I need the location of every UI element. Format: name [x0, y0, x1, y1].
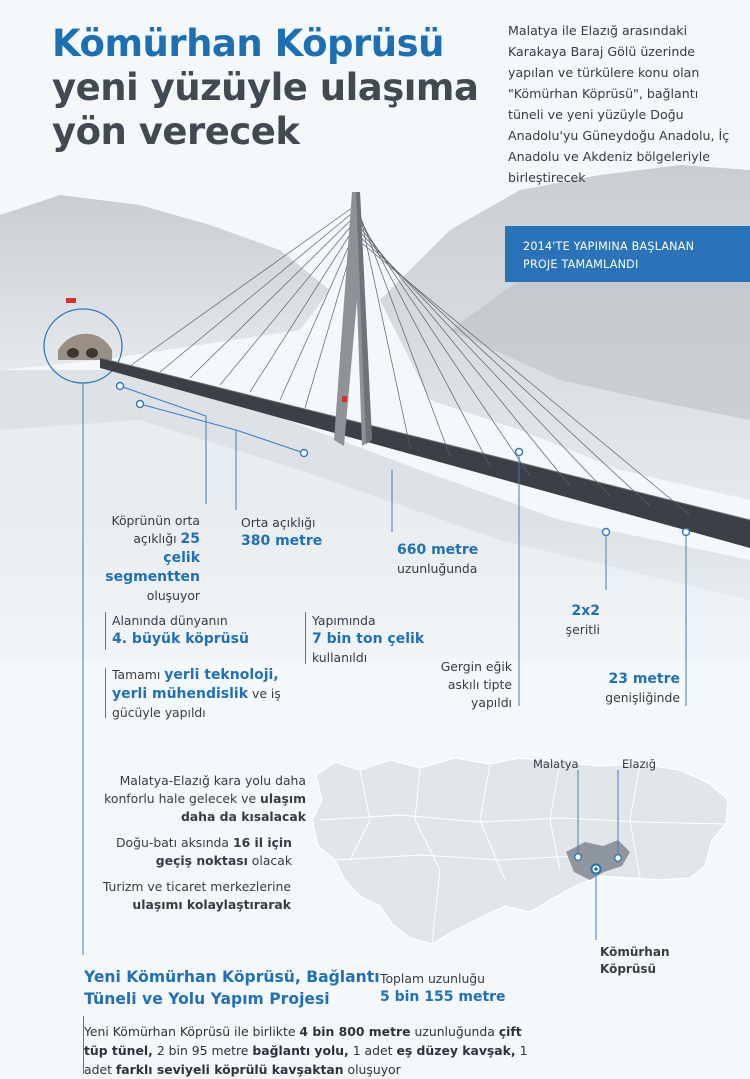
fact-span-pre: Orta açıklığı: [241, 515, 316, 530]
fact-local: [112, 666, 281, 722]
benefit-3: [96, 878, 291, 914]
fact-segments-pre2: açıklığı: [133, 531, 177, 546]
desc-b4: eş düzey kavşak,: [396, 1043, 516, 1058]
benefit-1-l3: daha da kısalacak: [180, 809, 306, 824]
benefit-1-l1: Malatya-Elazığ kara yolu daha: [119, 773, 306, 788]
desc-t3: 2 bin 95 metre: [156, 1043, 249, 1058]
fact-length-hl: 660 metre: [397, 542, 479, 558]
fact-cable-l2: askılı tipte: [447, 677, 512, 692]
map-label-elazig: Elazığ: [622, 757, 657, 771]
project-description: [84, 1022, 544, 1079]
title-line-1: Kömürhan Köprüsü: [52, 22, 444, 65]
fact-local-pre: Tamamı: [112, 667, 161, 682]
benefit-3-l1: Turizm ve ticaret merkezlerine: [102, 879, 291, 894]
fact-length-post: uzunluğunda: [397, 561, 478, 576]
fact-cable-l1: Gergin eğik: [440, 659, 512, 674]
desc-t5: 1 adet: [84, 1043, 528, 1077]
project-title-1: Yeni Kömürhan Köprüsü, Bağlantı: [84, 968, 380, 986]
fact-rank-hl: 4. büyük köprüsü: [112, 631, 249, 647]
fact-lanes-post: şeritli: [565, 622, 600, 637]
fact-steel-hl: 7 bin ton çelik: [312, 631, 425, 647]
fact-local-post: gücüyle yapıldı: [112, 705, 206, 720]
map-label-bridge: [600, 944, 669, 978]
desc-b3: bağlantı yolu,: [252, 1043, 349, 1058]
benefit-2-l1a: Doğu-batı aksında: [116, 835, 230, 850]
desc-b1: 4 bin 800 metre: [299, 1024, 411, 1039]
fact-segments-row2: [100, 530, 200, 568]
fact-rank-pre: Alanında dünyanın: [112, 613, 228, 628]
benefit-2-l1b: 16 il için: [232, 835, 292, 850]
benefit-3-l2: ulaşımı kolaylaştırarak: [132, 897, 291, 912]
fact-steel-pre: Yapımında: [312, 613, 376, 628]
desc-t2: uzunluğunda: [414, 1024, 495, 1039]
benefit-1: [96, 772, 306, 826]
turkey-map: [312, 758, 728, 944]
fact-local-mid: ve iş: [252, 686, 281, 701]
badge-line-2: PROJE TAMAMLANDI: [523, 258, 639, 271]
fact-steel: [312, 612, 424, 667]
project-total-pre: Toplam uzunluğu: [380, 971, 486, 986]
benefit-2-l2a: geçiş noktası: [155, 853, 248, 868]
map-label-bridge-2: Köprüsü: [600, 962, 657, 976]
desc-t1: Yeni Kömürhan Köprüsü ile birlikte: [84, 1024, 296, 1039]
fact-width: [590, 670, 680, 707]
project-title: [84, 966, 380, 1010]
fact-segments-pre1: Köprünün orta: [111, 513, 200, 528]
project-total: [380, 970, 506, 1007]
fact-segments-post: oluşuyor: [146, 588, 200, 603]
fact-local-hl1: yerli teknoloji,: [164, 667, 279, 683]
benefit-1-l2a: konforlu hale gelecek ve: [104, 791, 257, 806]
badge-line-1: 2014'TE YAPIMINA BAŞLANAN: [523, 240, 695, 253]
benefit-2-l2b: olacak: [251, 853, 292, 868]
fact-steel-post: kullanıldı: [312, 650, 368, 665]
desc-t4: 1 adet: [352, 1043, 393, 1058]
desc-b2: çift tüp tünel,: [84, 1024, 522, 1058]
fact-cable: [430, 658, 512, 712]
fact-local-hl2: yerli mühendislik: [112, 686, 249, 702]
fact-segments: [100, 512, 200, 605]
project-total-hl: 5 bin 155 metre: [380, 989, 506, 1005]
title-line-3: yön verecek: [52, 110, 300, 153]
project-title-2: Tüneli ve Yolu Yapım Projesi: [84, 990, 330, 1008]
intro-paragraph: Malatya ile Elazığ arasındaki Karakaya Baraj Gölü üzerinde yapılan ve türkülere konu olan "Kömürhan Köprüsü", bağlantı tüneli ve yeni yüzüyle Doğu Anadolu'yu Güneydoğu Anadolu, İç Anadolu ve Akdeniz bölgeleriyle birleştirecek: [508, 23, 730, 185]
map-label-malatya: Malatya: [533, 757, 579, 771]
completion-badge: [505, 226, 750, 282]
benefit-2: [96, 834, 292, 870]
title-line-2: yeni yüzüyle ulaşıma: [52, 66, 479, 109]
fact-length: [397, 541, 478, 578]
fact-segments-hl1: 25 çelik: [163, 531, 200, 566]
fact-span: [241, 514, 322, 551]
fact-span-hl: 380 metre: [241, 533, 323, 549]
map-label-bridge-1: Kömürhan: [600, 945, 670, 959]
fact-lanes: [540, 602, 600, 639]
desc-b5: farklı seviyeli köprülü kavşaktan: [115, 1062, 344, 1077]
desc-t6: oluşuyor: [347, 1062, 401, 1077]
fact-cable-l3: yapıldı: [471, 695, 512, 710]
fact-width-hl: 23 metre: [608, 671, 680, 687]
fact-width-post: genişliğinde: [605, 690, 680, 705]
page-title: [52, 22, 478, 154]
benefit-1-l2b: ulaşım: [260, 791, 306, 806]
fact-rank: [112, 612, 249, 649]
fact-lanes-hl: 2x2: [571, 603, 600, 619]
fact-segments-hl2: segmentten: [105, 569, 200, 585]
